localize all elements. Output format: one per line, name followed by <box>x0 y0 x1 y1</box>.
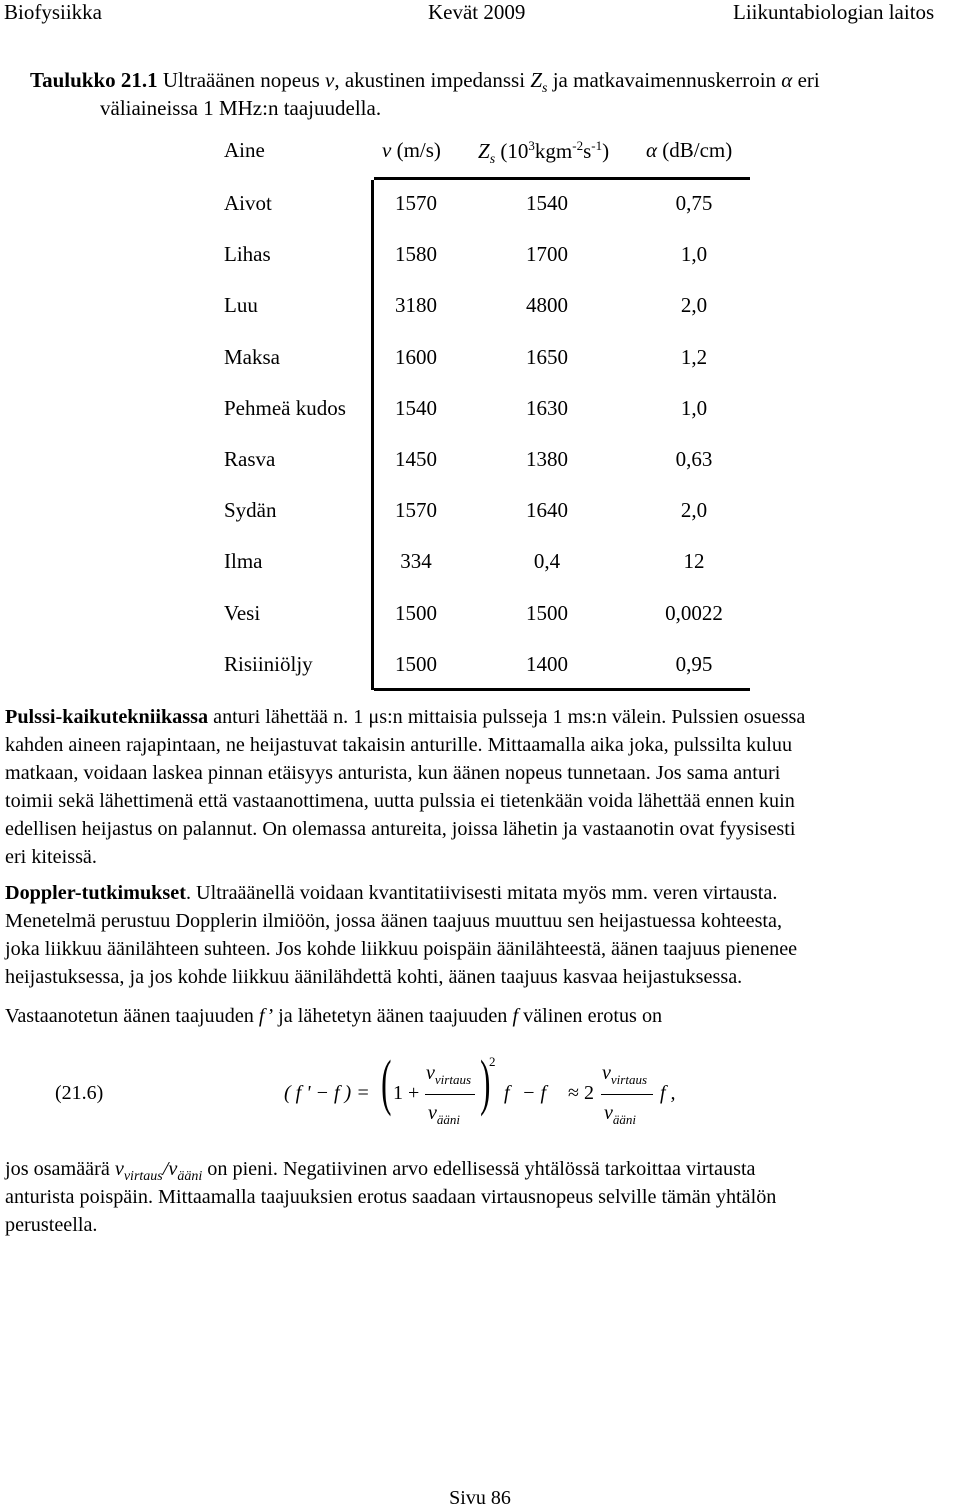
cell-impedance: 1400 <box>526 652 568 676</box>
header-department: Liikuntabiologian laitos <box>733 0 935 24</box>
equation-approx: ≈ 2 <box>568 1082 594 1104</box>
equation-minus-f: − f <box>522 1082 547 1104</box>
cell-velocity: 1500 <box>395 652 437 676</box>
cell-velocity: 1500 <box>395 601 437 625</box>
cell-aine: Pehmeä kudos <box>224 396 346 420</box>
cell-attenuation: 1,2 <box>680 345 708 369</box>
cell-attenuation: 1,0 <box>680 396 708 420</box>
cell-velocity: 1600 <box>395 345 437 369</box>
cell-aine: Risiiniöljy <box>224 652 313 676</box>
doppler-paragraph-line3: joka liikkuu äänilähteen suhteen. Jos kohde liikkuu poispäin äänilähteestä, äänen taajuus pienenee <box>5 938 798 960</box>
col-header-velocity: v (m/s) <box>382 138 441 162</box>
table-caption: Taulukko 21.1 Ultraäänen nopeus v, akustinen impedanssi $Z_s$ ja matkavaimennuskerroin α eri <box>30 68 820 97</box>
cell-velocity: 1570 <box>395 191 437 215</box>
cell-velocity: 334 <box>400 549 432 573</box>
pulse-paragraph-line3: matkaan, voidaan laskea pinnan etäisyys anturista, kun äänen nopeus tunnetaan. Jos sama anturi <box>5 762 781 784</box>
cell-impedance: 1650 <box>526 345 568 369</box>
pulse-title: Pulssi-kaikutekniikassa <box>5 706 209 728</box>
fraction1-bar <box>425 1094 475 1095</box>
cell-impedance: 1630 <box>526 396 568 420</box>
fraction1-numerator: $v_{virtaus}$ <box>426 1062 472 1087</box>
col-header-attenuation: α (dB/cm) <box>646 138 733 162</box>
cell-impedance: 1540 <box>526 191 568 215</box>
header-term: Kevät 2009 <box>428 0 526 24</box>
cell-attenuation: 0,63 <box>675 447 713 471</box>
equation-tail: f , <box>660 1082 676 1104</box>
fraction1-denominator: $v_{ääni}$ <box>428 1102 461 1127</box>
pulse-paragraph-line6: eri kiteissä. <box>5 846 97 868</box>
table-caption-line2: väliaineissa 1 MHz:n taajuudella. <box>100 96 382 120</box>
cell-attenuation: 0,0022 <box>665 601 723 625</box>
cell-aine: Maksa <box>224 345 280 369</box>
cell-attenuation: 0,95 <box>675 652 713 676</box>
closing-line1: jos osamäärä $v_{virtaus}/v_{ääni}$ on pieni. Negatiivinen arvo edellisessä yhtälössä tarkoittaa virtausta <box>5 1158 756 1185</box>
bottom-rule <box>374 688 750 691</box>
fraction2-numerator: $v_{virtaus}$ <box>602 1062 648 1087</box>
cell-attenuation: 2,0 <box>680 498 708 522</box>
cell-impedance: 0,4 <box>533 549 561 573</box>
closing-line2: anturista poispäin. Mittaamalla taajuuksien erotus saadaan virtausnopeus selville tämän yhtälön <box>5 1186 777 1208</box>
equation-f: f <box>504 1082 510 1104</box>
cell-attenuation: 0,75 <box>675 191 713 215</box>
left-paren: ( <box>381 1049 392 1117</box>
cell-attenuation: 1,0 <box>680 242 708 266</box>
cell-impedance: 4800 <box>526 293 568 317</box>
cell-impedance: 1640 <box>526 498 568 522</box>
doppler-paragraph-line2: Menetelmä perustuu Dopplerin ilmiöön, jossa äänen taajuus muuttuu sen heijastuessa kohteesta, <box>5 910 783 932</box>
cell-aine: Rasva <box>224 447 276 471</box>
col-header-impedance: $Z_s$ $(10^3kgm^{-2}s^{-1})$ <box>478 138 610 168</box>
equation-one-plus: 1 + <box>393 1082 420 1104</box>
equation-intro: Vastaanotetun äänen taajuuden f’ ja lähetetyn äänen taajuuden f välinen erotus on <box>5 1005 663 1027</box>
fraction2-bar <box>601 1094 653 1095</box>
cell-aine: Ilma <box>224 549 263 573</box>
doppler-title: Doppler-tutkimukset <box>5 882 186 904</box>
cell-impedance: 1500 <box>526 601 568 625</box>
closing-line3: perusteella. <box>5 1214 98 1236</box>
right-paren: ) <box>480 1049 491 1117</box>
header-rule <box>374 177 750 180</box>
pulse-paragraph-line1: Pulssi-kaikutekniikassa anturi lähettää n. 1 μs:n mittaisia pulsseja 1 ms:n välein. Pulssien osuessa <box>5 706 806 728</box>
cell-velocity: 1450 <box>395 447 437 471</box>
cell-attenuation: 2,0 <box>680 293 708 317</box>
cell-velocity: 1570 <box>395 498 437 522</box>
cell-aine: Sydän <box>224 498 277 522</box>
cell-velocity: 1580 <box>395 242 437 266</box>
col-header-aine: Aine <box>224 138 265 162</box>
cell-aine: Aivot <box>224 191 272 215</box>
page-number: Sivu 86 <box>449 1487 511 1509</box>
cell-impedance: 1380 <box>526 447 568 471</box>
cell-attenuation: 12 <box>683 549 705 573</box>
equation-number: (21.6) <box>55 1082 104 1104</box>
doppler-paragraph-line1: Doppler-tutkimukset. Ultraäänellä voidaan kvantitatiivisesti mitata myös mm. veren virtausta. <box>5 882 778 904</box>
cell-aine: Vesi <box>224 601 261 625</box>
cell-aine: Luu <box>224 293 258 317</box>
pulse-paragraph-line4: toimii sekä lähettimenä että vastaanottimena, uutta pulssia ei tietenkään voida lähettää ennen kuin <box>5 790 795 812</box>
cell-velocity: 3180 <box>395 293 437 317</box>
pulse-paragraph-line2: kahden aineen rajapintaan, ne heijastuvat takaisin anturille. Mittaamalla aika joka, pulssilta kuluu <box>5 734 793 756</box>
fraction2-denominator: $v_{ääni}$ <box>604 1102 637 1127</box>
cell-velocity: 1540 <box>395 396 437 420</box>
equation-exponent: 2 <box>489 1054 496 1069</box>
doppler-paragraph-line4: heijastuksessa, ja jos kohde liikkuu äänilähdettä kohti, äänen taajuus kasvaa heijastuksessa. <box>5 966 743 988</box>
caption-label: Taulukko 21.1 <box>30 68 158 92</box>
cell-aine: Lihas <box>224 242 271 266</box>
header-course: Biofysiikka <box>4 0 102 24</box>
equation-lhs: ( f ' − f ) = <box>284 1082 370 1104</box>
pulse-paragraph-line5: edellisen heijastus on palannut. On olemassa antureita, joissa lähetin ja vastaanotin ovat fyysisesti <box>5 818 796 840</box>
cell-impedance: 1700 <box>526 242 568 266</box>
